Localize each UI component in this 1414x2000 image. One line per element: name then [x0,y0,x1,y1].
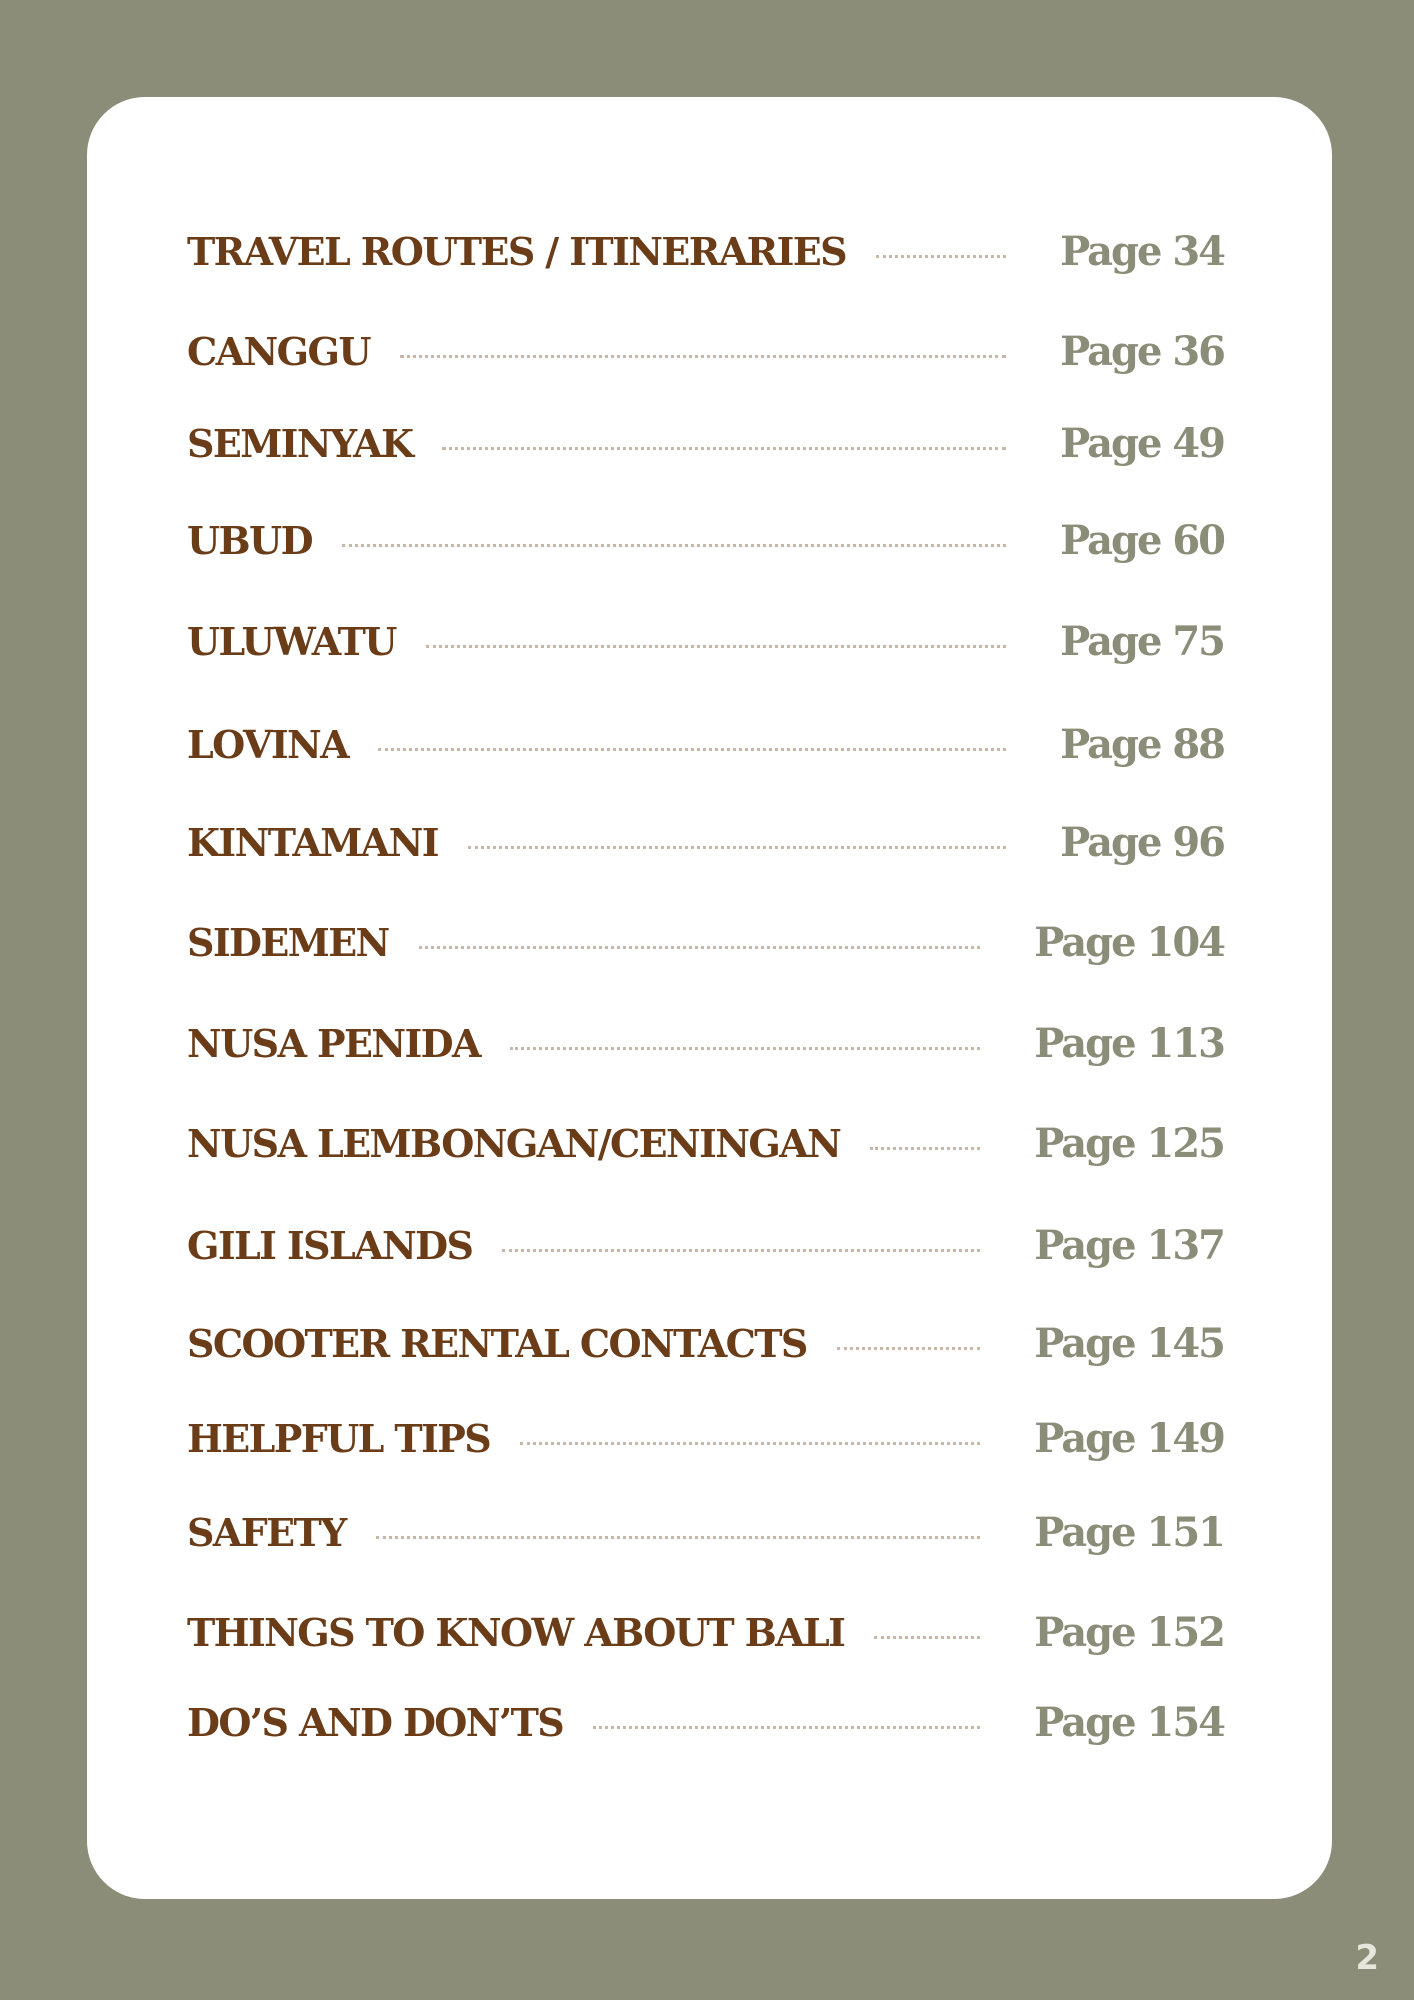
table-of-contents [87,97,1332,1899]
dotted-leader [876,255,1006,258]
dotted-leader [520,1442,980,1445]
toc-entry[interactable] [187,812,1224,872]
toc-entry-title: NUSA LEMBONGAN/CENINGAN [187,1120,841,1166]
toc-entry-title: CANGGU [187,328,370,374]
toc-entry[interactable] [187,221,1224,281]
dotted-leader [874,1636,980,1639]
toc-entry-title: LOVINA [187,721,349,767]
toc-entry[interactable] [187,1602,1224,1662]
toc-entry-title: SAFETY [187,1509,346,1555]
toc-entry-title: HELPFUL TIPS [187,1415,491,1461]
toc-entry[interactable] [187,714,1224,774]
toc-entry-title: TRAVEL ROUTES / ITINERARIES [187,228,846,274]
toc-entry[interactable] [187,1408,1224,1468]
dotted-leader [378,748,1006,751]
toc-entry-title: THINGS TO KNOW ABOUT BALI [187,1609,845,1655]
toc-entry[interactable] [187,510,1224,570]
toc-entry-page: Page 152 [1034,1608,1224,1656]
dotted-leader [400,355,1006,358]
toc-entry-page: Page 151 [1034,1508,1224,1556]
toc-entry-title: SEMINYAK [187,420,413,466]
toc-entry[interactable] [187,1113,1224,1173]
toc-entry-page: Page 149 [1034,1414,1224,1462]
dotted-leader [502,1249,980,1252]
dotted-leader [837,1347,980,1350]
toc-entry-page: Page 125 [1034,1119,1224,1167]
toc-entry-page: Page 60 [1060,516,1224,564]
toc-entry-page: Page 154 [1034,1698,1224,1746]
toc-entry-page: Page 137 [1034,1221,1224,1269]
dotted-leader [468,846,1006,849]
toc-entry-page: Page 145 [1034,1319,1224,1367]
toc-entry[interactable] [187,1692,1224,1752]
dotted-leader [342,544,1006,547]
toc-entry-title: SIDEMEN [187,919,389,965]
dotted-leader [870,1147,980,1150]
toc-entry[interactable] [187,1313,1224,1373]
toc-entry[interactable] [187,1502,1224,1562]
toc-entry-page: Page 88 [1060,720,1224,768]
toc-entry-page: Page 49 [1060,419,1224,467]
toc-entry-page: Page 96 [1060,818,1224,866]
toc-entry[interactable] [187,1013,1224,1073]
toc-entry-title: GILI ISLANDS [187,1222,473,1268]
dotted-leader [442,447,1006,450]
table-of-contents-card [87,97,1332,1899]
toc-entry-page: Page 104 [1034,918,1224,966]
toc-entry[interactable] [187,611,1224,671]
toc-entry-page: Page 75 [1060,617,1224,665]
page-number: 2 [1355,1938,1379,1978]
toc-entry[interactable] [187,321,1224,381]
toc-entry-page: Page 113 [1034,1019,1224,1067]
toc-entry-title: ULUWATU [187,618,396,664]
toc-entry[interactable] [187,413,1224,473]
toc-entry[interactable] [187,1215,1224,1275]
toc-entry-page: Page 36 [1060,327,1224,375]
toc-entry-title: DO’S AND DON’TS [187,1699,564,1745]
toc-entry-title: UBUD [187,517,312,563]
dotted-leader [426,645,1006,648]
dotted-leader [419,946,981,949]
toc-entry-page: Page 34 [1060,227,1224,275]
toc-entry-title: SCOOTER RENTAL CONTACTS [187,1320,807,1366]
toc-entry-title: KINTAMANI [187,819,438,865]
dotted-leader [510,1047,980,1050]
toc-entry-title: NUSA PENIDA [187,1020,480,1066]
dotted-leader [593,1726,980,1729]
toc-entry[interactable] [187,912,1224,972]
dotted-leader [376,1536,981,1539]
